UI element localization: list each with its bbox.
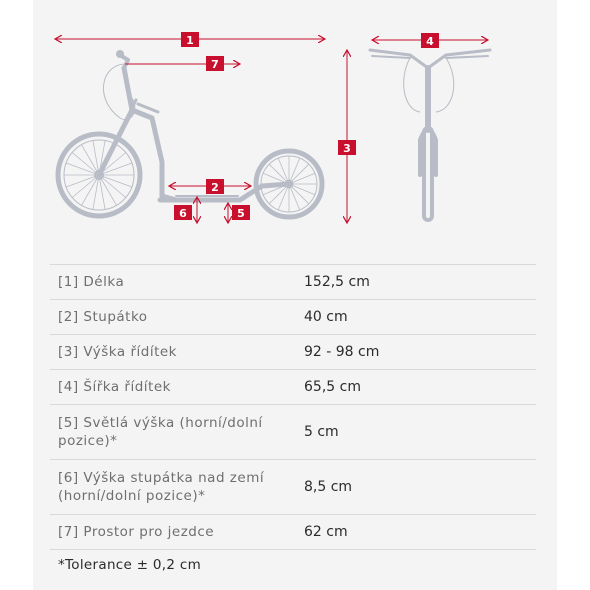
- marker-3: [338, 140, 356, 155]
- wheel-spoke: [66, 175, 99, 187]
- marker-6-label: 6: [179, 207, 187, 220]
- spec-label: [5] Světlá výška (horní/dolní pozice)*: [50, 405, 288, 460]
- marker-5-label: 5: [237, 207, 245, 220]
- spec-value: 65,5 cm: [288, 370, 536, 405]
- marker-6: [174, 205, 192, 220]
- spec-row-ground-clearance: [50, 405, 536, 460]
- scooter-side-view: [58, 50, 322, 217]
- spec-label: [3] Výška řídítek: [50, 335, 288, 370]
- spec-value: 5 cm: [288, 405, 536, 460]
- spec-value: 40 cm: [288, 300, 536, 335]
- marker-1-label: 1: [186, 34, 194, 47]
- spec-label: [4] Šířka řídítek: [50, 370, 288, 405]
- spec-row-rider-space: [50, 515, 536, 550]
- wheel-spoke: [72, 153, 99, 175]
- wheel-spoke: [99, 175, 126, 197]
- spec-value: 62 cm: [288, 515, 536, 550]
- spec-table: [50, 264, 536, 550]
- marker-7: [206, 56, 224, 71]
- spec-value: 152,5 cm: [288, 265, 536, 300]
- spec-row-deck-height: [50, 460, 536, 515]
- spec-label: [6] Výška stupátka nad zemí (horní/dolní pozice)*: [50, 460, 288, 515]
- spec-value: 92 - 98 cm: [288, 335, 536, 370]
- spec-row-handlebar-height: [50, 335, 536, 370]
- spec-label: [1] Délka: [50, 265, 288, 300]
- spec-row-length: [50, 265, 536, 300]
- marker-3-label: 3: [343, 142, 351, 155]
- spec-row-handlebar-width: [50, 370, 536, 405]
- marker-1: [181, 32, 199, 47]
- spec-row-deck: [50, 300, 536, 335]
- marker-5: [232, 205, 250, 220]
- marker-4-label: 4: [426, 35, 434, 48]
- marker-2: [206, 179, 224, 194]
- scooter-front-view: [370, 50, 490, 220]
- scooter-dimension-diagram: [0, 0, 590, 240]
- spec-label: [7] Prostor pro jezdce: [50, 515, 288, 550]
- marker-7-label: 7: [211, 58, 219, 71]
- spec-value: 8,5 cm: [288, 460, 536, 515]
- wheel-spoke: [66, 163, 99, 175]
- wheel-spoke: [72, 175, 99, 197]
- tolerance-note: *Tolerance ± 0,2 cm: [58, 557, 202, 573]
- wheel-spoke: [99, 175, 132, 187]
- spec-label: [2] Stupátko: [50, 300, 288, 335]
- marker-4: [421, 33, 439, 48]
- marker-2-label: 2: [211, 181, 219, 194]
